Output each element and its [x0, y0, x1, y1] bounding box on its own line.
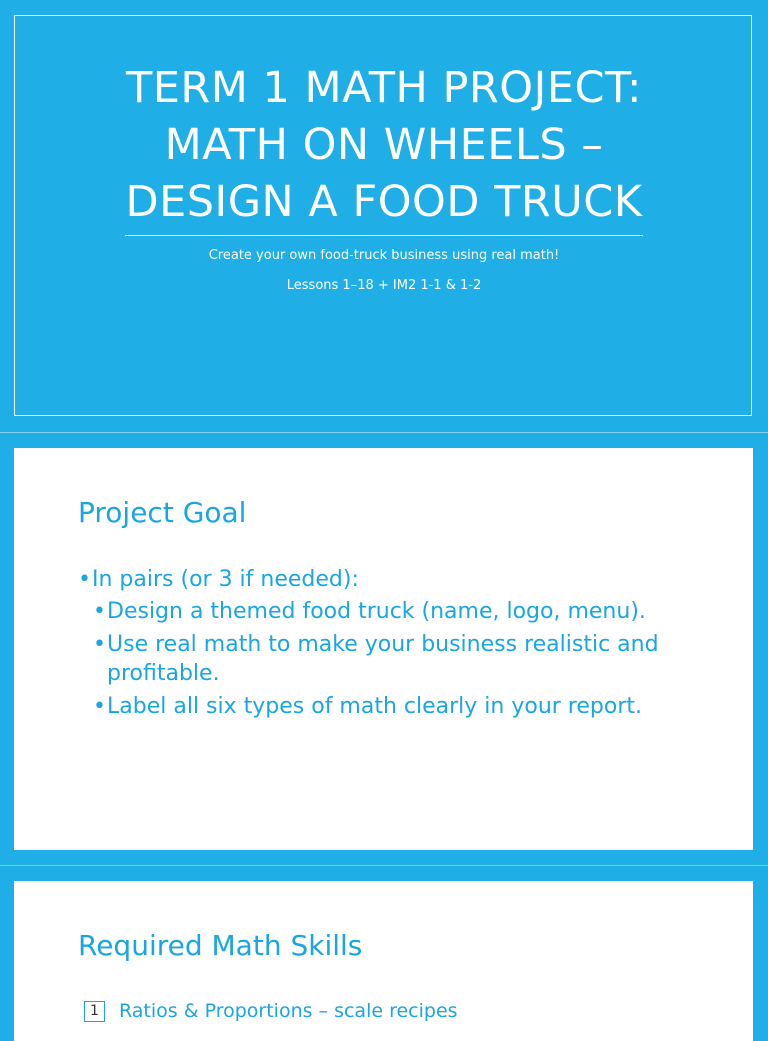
slide-title	[20, 60, 748, 231]
list-item	[93, 597, 698, 626]
project-goal-slide	[14, 448, 753, 850]
lessons-subtitle: Lessons 1–18 + IM2 1-1 & 1-2	[286, 278, 482, 293]
bullet-text: Label all six types of math clearly in your report.	[107, 694, 642, 719]
title-slide	[0, 0, 768, 432]
project-goal-heading: Project Goal	[78, 496, 247, 529]
bullet-marker: •	[78, 567, 91, 592]
list-item	[93, 630, 698, 688]
skill-text: Ratios & Proportions – scale recipes	[119, 1000, 458, 1022]
title-line-2: MATH ON WHEELS –	[164, 120, 604, 170]
list-item	[78, 565, 698, 594]
bullet-marker: •	[93, 694, 106, 719]
bullet-text: Design a themed food truck (name, logo, menu).	[107, 599, 646, 624]
math-skills-slide	[14, 881, 753, 1041]
list-item	[84, 999, 458, 1023]
bullet-text: Use real math to make your business realistic and profitable.	[107, 632, 659, 686]
list-item	[93, 692, 698, 721]
title-line-1: TERM 1 MATH PROJECT:	[125, 63, 643, 113]
bullet-text: In pairs (or 3 if needed):	[92, 567, 359, 592]
title-underline	[125, 235, 643, 236]
math-skills-heading: Required Math Skills	[78, 929, 363, 962]
slide-divider	[0, 865, 768, 866]
title-line-3: DESIGN A FOOD TRUCK	[125, 177, 643, 227]
bullet-marker: •	[93, 599, 106, 624]
goal-bullet-list	[78, 565, 698, 725]
subtitle: Create your own food-truck business using real math!	[208, 248, 560, 263]
bullet-marker: •	[93, 632, 106, 657]
slide-divider	[0, 432, 768, 433]
number-badge: 1	[84, 1001, 105, 1022]
